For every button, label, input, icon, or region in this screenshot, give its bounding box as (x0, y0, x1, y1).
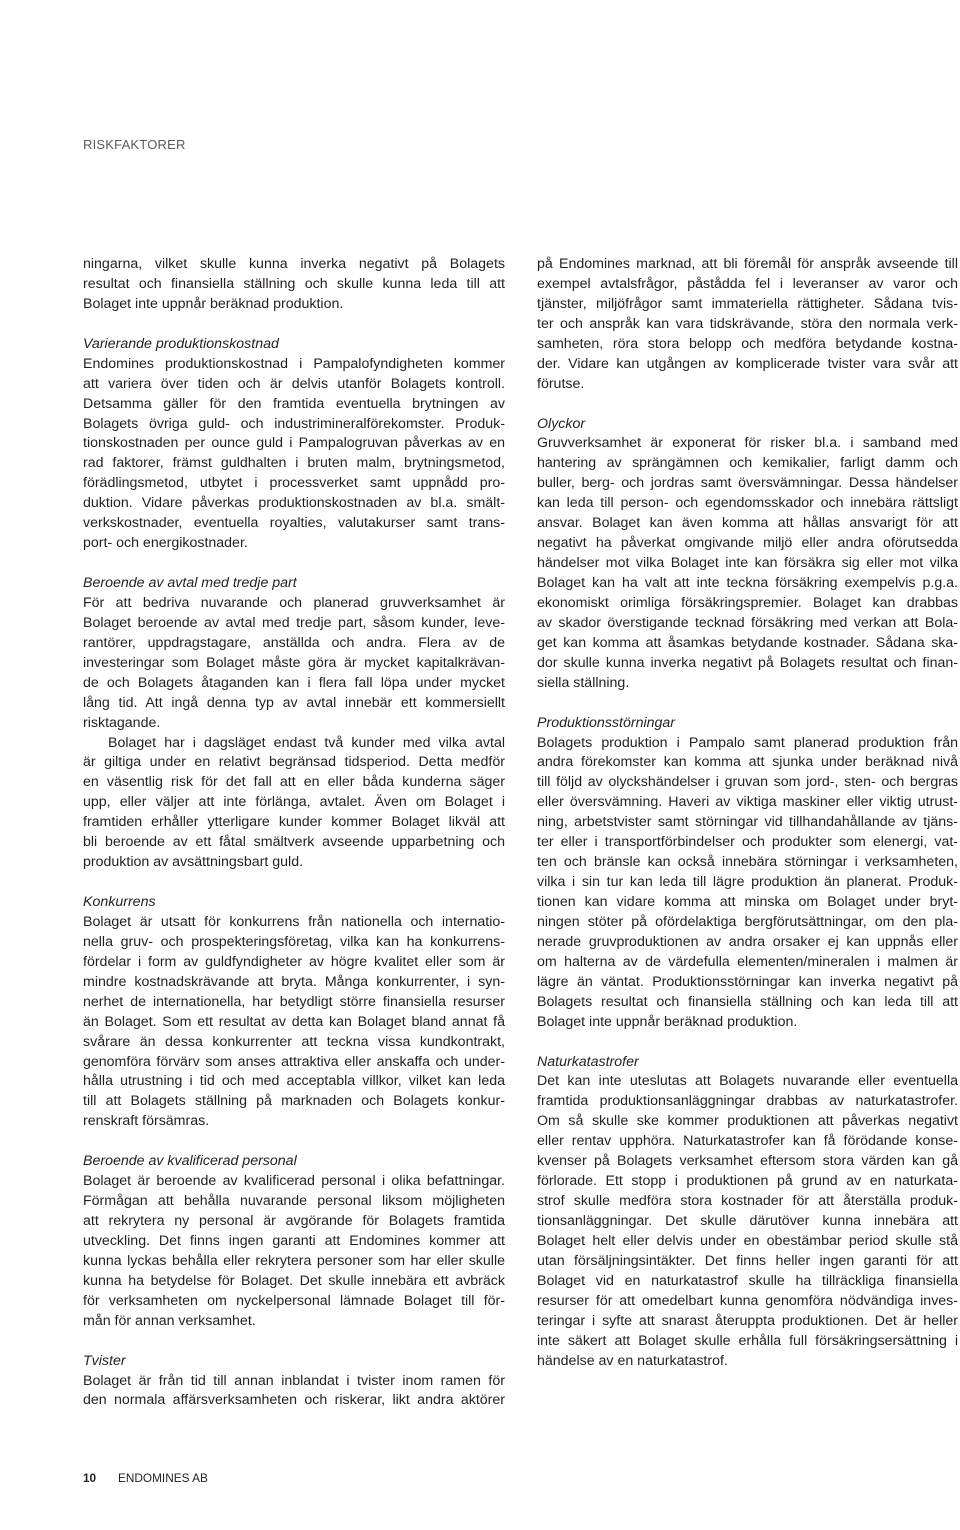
text-line: siella ställning. (537, 674, 630, 691)
left-column (83, 255, 505, 1411)
text-line: renskraft försämras. (83, 1113, 210, 1130)
section (83, 893, 505, 1132)
text-line: investeringar som Bolaget måste göra är mycket kapitalkrävan- (83, 654, 505, 671)
text-line: eller översvämning. Haveri av viktiga maskiner eller viktig utrust- (537, 794, 958, 811)
section (83, 574, 505, 873)
text-line: för verksamheten om nyckelpersonal lämnade Bolaget till för- (83, 1292, 505, 1309)
page-footer (83, 1471, 208, 1485)
text-line: Om så skulle ske kommer produktionen att påverkas negativt (537, 1113, 958, 1130)
section (537, 255, 958, 395)
text-line: genomföra förvärv som anses attraktiva eller anskaffa och under- (83, 1053, 505, 1070)
text-line: Bolaget helt eller delvis under en obestämbar period skulle stå (537, 1232, 958, 1249)
text-line: Det kan inte uteslutas att Bolagets nuvarande eller eventuella (537, 1073, 958, 1090)
section (537, 415, 958, 694)
section-heading: Tvister (83, 1352, 126, 1369)
text-line: till följd av olyckshändelser i gruvan som jord-, sten- och bergras (537, 774, 958, 791)
text-line: utveckling. Det finns ingen garanti att Endomines kommer att (83, 1232, 505, 1249)
text-line: tjänster, miljöfrågor samt immateriella rättigheter. Sådana tvis- (537, 295, 958, 312)
text-line: inte säkert att Bolaget skulle erhålla full försäkringsersättning i (537, 1332, 958, 1349)
text-line: negativt ha påverkat omgivande miljö eller andra oförutsedda (537, 535, 958, 552)
text-line: produktion av avsättningsbart guld. (83, 854, 304, 871)
section-heading: Varierande produktionskostnad (83, 335, 279, 352)
text-line: ansvar. Bolaget kan även komma att hållas ansvarigt för att (537, 515, 958, 532)
section (537, 1053, 958, 1372)
page-number: 10 (83, 1471, 97, 1485)
text-line: till att Bolagets ställning på marknaden och Bolagets konkur- (83, 1093, 505, 1110)
paragraph (83, 1172, 505, 1332)
text-line: händelser mot vilka Bolaget inte kan försäkra sig eller mot vilka (537, 555, 958, 572)
text-line: Bolaget inte uppnår beräknad produktion. (537, 1013, 798, 1030)
text-line: Förmågan att behålla nuvarande personal liksom möjligheten (83, 1193, 505, 1210)
text-line: resurser för att omedelbart kunna genomföra nödvändiga inves- (537, 1292, 958, 1309)
text-line: är giltiga under en relativt begränsad tidsperiod. Detta medför (83, 754, 505, 771)
section-heading: Naturkatastrofer (537, 1053, 639, 1070)
right-column (537, 255, 958, 1372)
section (537, 714, 958, 1033)
text-line: förutse. (537, 375, 585, 392)
text-line: Bolaget är utsatt för konkurrens från nationella och internatio- (83, 913, 505, 930)
text-line: förlorade. Ett stopp i produktionen på grund av en naturkata- (537, 1173, 958, 1190)
text-line: ter och anspråk kan vara tidskrävande, störa den normala verk- (537, 315, 958, 332)
text-line: nella gruv- och prospekteringsföretag, vilka kan ha konkurrens- (83, 933, 505, 950)
text-line: andra förekomster kan komma att sjunka under beräknad nivå (537, 754, 958, 771)
text-line: teringar i syfte att snarast återuppta produktionen. Det är heller (537, 1312, 958, 1329)
text-line: ten och bränsle kan också innebära störningar i verksamheten, (537, 854, 958, 871)
text-line: ter eller i transportförbindelser och produkter som elenergi, vat- (537, 834, 958, 851)
text-line: att variera över tiden och är delvis utanför Bolagets kontroll. (83, 375, 505, 392)
text-line: Bolaget kan ha valt att inte teckna försäkring exempelvis p.g.a. (537, 575, 958, 591)
text-line: upp, eller väljer att inte förlänga, avtalet. Även om Bolaget i (83, 794, 505, 811)
text-line: lång tid. Att ingå denna typ av avtal innebär ett kommersiellt (83, 694, 505, 711)
paragraph (83, 913, 505, 1132)
text-line: om halterna av de värdefulla elementen/mineralen i malmen är (537, 953, 958, 970)
text-line: nerade gruvproduktionen av andra orsaker ej kan uppnås eller (537, 933, 958, 950)
text-line: händelse av en naturkatastrof. (537, 1352, 728, 1369)
text-line: Bolaget har i dagsläget endast två kunder med vilka avtal (108, 734, 505, 751)
text-line: exempel avtalsfrågor, påstådda fel i leveranser av varor och (537, 275, 958, 292)
text-line: kunna lyckas behålla eller rekrytera personer som har eller skulle (83, 1252, 505, 1269)
paragraph (83, 594, 505, 734)
paragraph (83, 734, 505, 874)
text-line: förädlingsmetod, utbytet i processverket samt uppnådd pro- (83, 475, 505, 492)
text-line: hantering av sprängämnen och kemikalier, farligt damm och (537, 455, 958, 472)
text-line: på Endomines marknad, att bli föremål för anspråk avseende till (537, 256, 958, 272)
section (83, 255, 505, 315)
text-line: rantörer, uppdragstagare, anställda och andra. Flera av de (83, 634, 505, 651)
text-line: buller, berg- och jordras samt översvämningar. Dessa händelser (537, 475, 958, 492)
section-heading: Konkurrens (83, 894, 156, 910)
text-line: ning, arbetstvister samt störningar vid tillhandahållande av tjäns- (537, 814, 958, 831)
paragraph (83, 1372, 505, 1412)
text-line: utan försäljningsintäkter. Det finns heller ingen garanti för att (537, 1252, 958, 1269)
section (83, 1152, 505, 1331)
text-line: eller rentav upphöra. Naturkatastrofer kan få förödande konse- (537, 1133, 958, 1150)
text-line: att rekrytera ny personal är avgörande för Bolagets framtida (83, 1213, 505, 1229)
text-line: bli beroende av ett fåtal smältverk avseende upparbetning och (83, 834, 505, 851)
text-line: en väsentlig risk för det fall att en eller båda kunderna säger (83, 774, 505, 791)
text-line: kan leda till person- och egendomsskador och innebära rättsligt (537, 495, 958, 512)
text-line: verkskostnader, eventuella royalties, valutakurser samt trans- (83, 515, 505, 532)
text-line: den normala affärsverksamheten och riskerar, likt andra aktörer (83, 1392, 505, 1409)
text-line: av skador överstigande tecknad försäkring med verkan att Bola- (537, 614, 958, 631)
text-line: fördelar i form av guldfyndigheter av högre kvalitet eller som är (83, 953, 505, 970)
text-line: Bolaget inte uppnår beräknad produktion. (83, 295, 344, 312)
section-heading: Beroende av avtal med tredje part (83, 575, 297, 591)
text-line: Gruvverksamhet är exponerat för risker bl.a. i samband med (537, 435, 958, 452)
text-line: port- och energikostnader. (83, 535, 248, 552)
section-heading: Produktionsstörningar (537, 714, 676, 731)
section-heading: Olyckor (537, 415, 586, 432)
text-line: Bolagets resultat och finansiella ställning och kan leda till att (537, 993, 958, 1010)
paragraph (537, 734, 958, 1033)
text-line: duktion. Vidare påverkas produktionskostnaden av bl.a. smält- (83, 495, 505, 512)
text-line: strof skulle medföra stora kostnader för att återställa produk- (537, 1193, 958, 1210)
paragraph (83, 255, 505, 315)
paragraph (83, 355, 505, 554)
section (83, 335, 505, 554)
text-line: Bolaget beroende av avtal med tredje part, såsom kunder, leve- (83, 614, 505, 631)
text-line: Bolaget vid en naturkatastrof skulle ha tillräckliga finansiella (537, 1272, 958, 1289)
text-line: samheten, röra stora belopp och medföra betydande kostna- (537, 335, 958, 352)
text-line: än Bolaget. Som ett resultat av detta kan Bolaget bland annat få (83, 1013, 505, 1030)
text-line: svårare än dessa konkurrenter att teckna vissa kundkontrakt, (83, 1033, 505, 1050)
text-line: kvenser på Bolagets verksamhet eftersom stora värden kan gå (537, 1153, 958, 1170)
text-line: vilka i sin tur kan leda till lägre produktion än planerat. Produk- (537, 874, 958, 891)
text-line: dor skulle kunna inverka negativt på Bolagets resultat och finan- (537, 654, 958, 671)
text-line: framtiden erhåller ytterligare kunder kommer Bolaget likväl att (83, 814, 505, 831)
section-heading: Beroende av kvalificerad personal (83, 1153, 297, 1170)
text-line: mån för annan verksamhet. (83, 1312, 256, 1329)
text-line: Endomines produktionskostnad i Pampalofyndigheten kommer (83, 355, 505, 372)
text-line: de och Bolagets åtaganden kan i flera fall löpa under mycket (83, 674, 505, 691)
text-line: get kan komma att åsamkas betydande kostnader. Sådana ska- (537, 634, 958, 651)
running-header: RISKFAKTORER (83, 137, 186, 152)
paragraph (537, 255, 958, 395)
text-line: hålla utrustning i tid och med acceptabla villkor, vilket kan leda (83, 1073, 505, 1090)
text-line: Bolaget är beroende av kvalificerad personal i olika befattningar. (83, 1173, 505, 1190)
text-line: Bolagets produktion i Pampalo samt planerad produktion från (537, 734, 958, 751)
text-line: Bolagets övriga guld- och industrimineralförekomster. Produk- (83, 415, 505, 432)
text-line: resultat och finansiella ställning och skulle kunna leda till att (83, 275, 505, 292)
text-line: ningarna, vilket skulle kunna inverka negativt på Bolagets (83, 256, 505, 272)
paragraph (537, 1072, 958, 1371)
text-line: Bolaget är från tid till annan inblandat i tvister inom ramen för (83, 1372, 505, 1389)
text-line: der. Vidare kan utgången av komplicerade tvister vara svår att (537, 355, 958, 372)
text-line: lägre än väntat. Produktionsstörningar kan inverka negativt på (537, 973, 958, 990)
text-line: ekonomiskt orimliga försäkringspremier. Bolaget kan drabbas (537, 594, 958, 611)
text-line: tionen kan vidare komma att minska om Bolaget under bryt- (537, 894, 958, 910)
footer-company: ENDOMINES AB (118, 1471, 208, 1485)
text-line: tionskostnaden per ounce guld i Pampalogruvan påverkas av en (83, 435, 505, 452)
text-line: För att bedriva nuvarande och planerad gruvverksamhet är (83, 594, 505, 611)
paragraph (537, 434, 958, 693)
text-line: framtida produktionsanläggningar drabbas av naturkatastrofer. (537, 1093, 958, 1110)
text-line: kunna ha betydelse för Bolaget. Det skulle innebära ett avbräck (83, 1272, 505, 1289)
text-line: ningen stöter på ofördelaktiga bergförutsättningar, om den pla- (537, 913, 958, 930)
text-line: Detsamma gäller för den framtida eventuella brytningen av (83, 395, 505, 412)
text-line: nerhet de internationella, har betydligt större finansiella resurser (83, 993, 505, 1010)
text-line: risktagande. (83, 714, 161, 731)
text-line: mindre kostnadskrävande att bryta. Många konkurrenter, i syn- (83, 973, 505, 990)
text-line: tionsanläggningar. Det skulle därutöver kunna innebära att (537, 1213, 958, 1229)
text-line: rad faktorer, främst guldhalten i bruten malm, brytningsmetod, (83, 455, 505, 472)
section (83, 1352, 505, 1412)
